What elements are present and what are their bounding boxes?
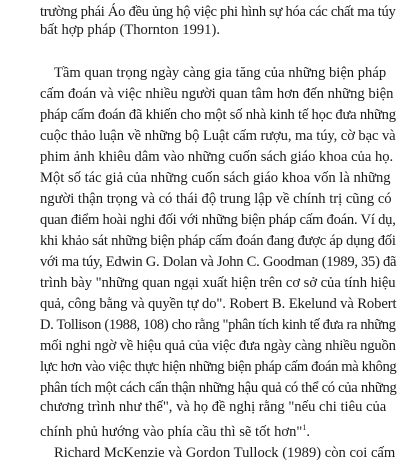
text-line: khi khảo sát những biện pháp cấm đoán đang được áp dụng đối: [40, 233, 396, 249]
text-line: với ma túy, Edwin G. Dolan và John C. Goodman (1989, 35) đã: [40, 254, 397, 270]
text-line: trường phái Áo đều ủng hộ việc phi hình sự hóa các chất ma túy: [40, 4, 396, 20]
text-line: phân tích một cách cẩn thận những hậu quả có thể có của những: [40, 380, 397, 396]
text-segment: chính phủ hướng vào phía cầu thì sẽ tốt hơn": [40, 424, 303, 440]
footnote-marker: 1: [302, 423, 307, 433]
text-segment: .: [306, 424, 311, 440]
text-line: Richard McKenzie và Gordon Tullock (1989) còn coi cấm: [54, 445, 396, 461]
text-line: cuộc thảo luận về những bộ Luật cấm rượu, ma túy, cờ bạc và: [40, 128, 396, 144]
text-line: Tầm quan trọng ngày càng gia tăng của những biện pháp: [54, 65, 387, 81]
text-line: phim ảnh khiêu dâm vào những cuốn sách giáo khoa của họ.: [40, 149, 394, 165]
text-line: mối nghi ngờ về hiệu quả của việc đưa ngày càng nhiều nguồn: [40, 338, 396, 354]
text-line: chương trình như thế", và họ đề nghị rằng "nếu chi tiêu của: [40, 399, 387, 415]
text-line: pháp cấm đoán đã khiến cho một số nhà kinh tế học đưa những: [40, 107, 396, 123]
text-line: lực hơn vào việc thực hiện những biện pháp cấm đoán mà không: [40, 359, 397, 375]
text-line: bất hợp pháp (Thornton 1991).: [40, 22, 220, 38]
text-line: người thận trọng và có thái độ trung lập về chính trị cũng có: [40, 191, 392, 207]
text-line: trình bày "những quan ngại xuất hiện trên cơ sở của tính hiệu: [40, 275, 396, 291]
text-line: D. Tollison (1988, 108) cho rằng "phân tích kinh tế đưa ra những: [40, 317, 396, 333]
text-line: [40, 422, 310, 442]
text-line: quả, công bằng và quyền tự do". Robert B. Ekelund và Robert: [40, 296, 397, 312]
text-line: quan điểm hoài nghi đối với những biện pháp cấm đoán. Ví dụ,: [40, 212, 396, 228]
text-line: cấm đoán và việc nhiều người quan tâm hơn đến những biện: [40, 86, 394, 102]
text-line: Một số tác giả của những cuốn sách giáo khoa vốn là những: [40, 170, 391, 186]
